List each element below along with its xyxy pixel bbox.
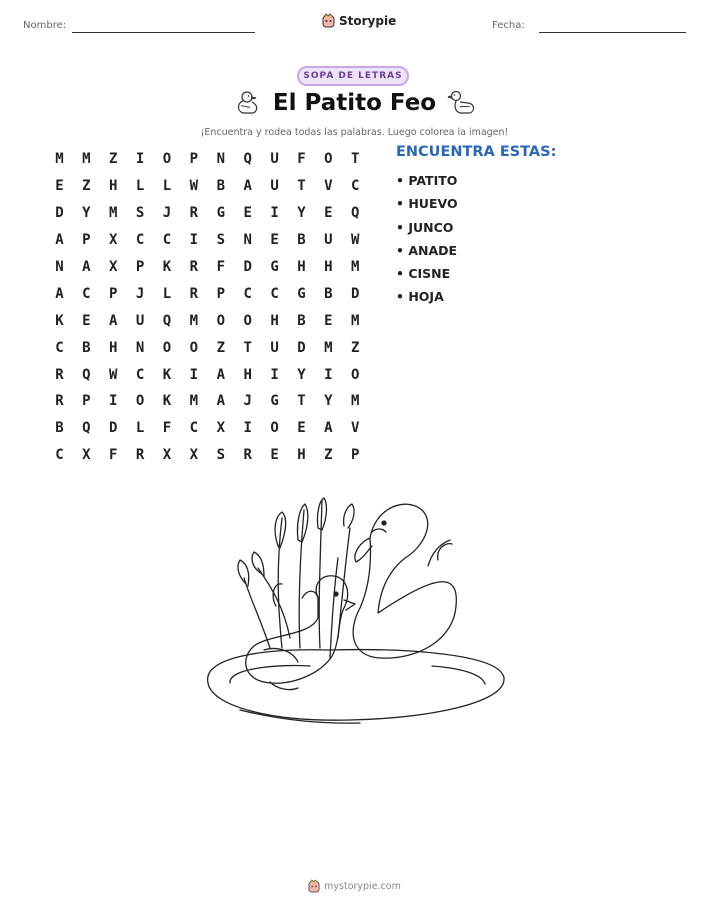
- grid-letter[interactable]: S: [216, 447, 225, 464]
- grid-letter[interactable]: D: [351, 285, 360, 302]
- grid-letter[interactable]: C: [189, 420, 199, 437]
- word-item: • HUEVO: [396, 196, 458, 212]
- grid-letter[interactable]: M: [189, 312, 199, 329]
- grid-letter[interactable]: O: [162, 151, 172, 168]
- grid-letter[interactable]: C: [135, 366, 145, 383]
- grid-letter[interactable]: C: [162, 232, 172, 249]
- grid-letter[interactable]: H: [297, 259, 306, 275]
- grid-letter[interactable]: G: [270, 259, 279, 275]
- word-item: • JUNCO: [396, 219, 454, 235]
- grid-letter[interactable]: D: [297, 339, 306, 356]
- grid-letter[interactable]: R: [189, 205, 199, 222]
- grid-letter[interactable]: I: [270, 205, 279, 222]
- grid-letter[interactable]: M: [109, 205, 118, 222]
- grid-letter[interactable]: R: [189, 259, 199, 275]
- grid-letter[interactable]: Z: [109, 151, 118, 168]
- word-item: • CISNE: [396, 266, 451, 282]
- grid-letter[interactable]: W: [189, 178, 199, 195]
- grid-row: [46, 361, 369, 388]
- grid-row: [46, 442, 369, 469]
- grid-letter[interactable]: T: [297, 393, 306, 410]
- grid-row: [46, 415, 369, 442]
- grid-letter[interactable]: T: [297, 178, 306, 195]
- grid-letter[interactable]: P: [109, 285, 118, 302]
- grid-letter[interactable]: C: [55, 339, 64, 356]
- grid-letter[interactable]: U: [270, 178, 279, 195]
- name-label: Nombre:: [23, 20, 67, 31]
- grid-letter[interactable]: Z: [216, 339, 225, 356]
- grid-letter[interactable]: C: [351, 178, 360, 195]
- grid-letter[interactable]: H: [324, 259, 333, 275]
- grid-letter[interactable]: B: [297, 312, 306, 329]
- grid-letter[interactable]: X: [162, 447, 172, 464]
- grid-letter[interactable]: R: [55, 393, 64, 410]
- date-label: Fecha:: [492, 20, 525, 31]
- grid-letter[interactable]: D: [109, 420, 118, 437]
- grid-row: [46, 254, 369, 281]
- word-search-badge: SOPA DE LETRAS: [297, 66, 409, 86]
- grid-letter[interactable]: N: [135, 339, 145, 356]
- grid-letter[interactable]: L: [135, 420, 145, 437]
- grid-letter[interactable]: M: [189, 393, 199, 410]
- grid-letter[interactable]: B: [216, 178, 225, 195]
- grid-letter[interactable]: Y: [82, 205, 91, 222]
- grid-letter[interactable]: N: [216, 151, 225, 168]
- date-line[interactable]: [539, 32, 686, 33]
- grid-row: [46, 307, 369, 334]
- grid-letter[interactable]: Q: [243, 151, 252, 168]
- word-item: • PATITO: [396, 173, 458, 188]
- grid-letter[interactable]: P: [189, 151, 199, 168]
- grid-letter[interactable]: F: [216, 259, 225, 275]
- grid-letter[interactable]: P: [216, 285, 225, 302]
- storypie-logo-icon: [322, 13, 335, 28]
- grid-letter[interactable]: M: [82, 151, 91, 168]
- grid-letter[interactable]: Q: [82, 420, 91, 437]
- grid-letter[interactable]: I: [135, 151, 145, 168]
- grid-letter[interactable]: K: [55, 312, 64, 329]
- grid-letter[interactable]: A: [216, 393, 225, 410]
- grid-letter[interactable]: W: [109, 366, 118, 383]
- grid-letter[interactable]: C: [270, 285, 279, 302]
- grid-letter[interactable]: M: [351, 393, 360, 410]
- grid-letter[interactable]: U: [324, 232, 333, 249]
- grid-letter[interactable]: O: [216, 312, 225, 329]
- grid-letter[interactable]: H: [243, 366, 252, 383]
- grid-letter[interactable]: Y: [297, 205, 306, 222]
- grid-letter[interactable]: X: [109, 259, 118, 275]
- grid-letter[interactable]: P: [82, 393, 91, 410]
- grid-letter[interactable]: A: [216, 366, 225, 383]
- grid-letter[interactable]: O: [270, 420, 279, 437]
- grid-letter[interactable]: E: [270, 447, 279, 464]
- grid-row: [46, 280, 369, 307]
- grid-letter[interactable]: V: [324, 178, 333, 195]
- grid-letter[interactable]: B: [324, 285, 333, 302]
- grid-letter[interactable]: F: [297, 151, 306, 168]
- word-list: [396, 171, 458, 311]
- grid-letter[interactable]: A: [55, 285, 64, 302]
- grid-letter[interactable]: O: [162, 339, 172, 356]
- grid-letter[interactable]: Z: [324, 447, 333, 464]
- grid-letter[interactable]: I: [189, 366, 199, 383]
- instructions: ¡Encuentra y rodea todas las palabras. Luego colorea la imagen!: [200, 127, 509, 138]
- grid-letter[interactable]: M: [324, 339, 333, 356]
- grid-letter[interactable]: M: [351, 312, 360, 329]
- word-item: • HOJA: [396, 289, 444, 305]
- grid-letter[interactable]: M: [55, 151, 64, 168]
- grid-letter[interactable]: A: [324, 420, 333, 437]
- grid-letter[interactable]: K: [162, 259, 172, 275]
- grid-letter[interactable]: G: [297, 285, 306, 302]
- grid-letter[interactable]: E: [297, 420, 306, 437]
- grid-letter[interactable]: H: [109, 178, 118, 195]
- grid-letter[interactable]: W: [351, 232, 360, 249]
- grid-letter[interactable]: T: [243, 339, 252, 356]
- grid-letter[interactable]: X: [109, 232, 118, 249]
- grid-letter[interactable]: Y: [297, 366, 306, 383]
- grid-letter[interactable]: B: [297, 232, 306, 249]
- grid-letter[interactable]: E: [243, 205, 252, 222]
- name-line[interactable]: [72, 32, 255, 33]
- grid-letter[interactable]: Q: [82, 366, 91, 383]
- grid-letter[interactable]: F: [109, 447, 118, 464]
- footer-url[interactable]: mystorypie.com: [324, 880, 401, 892]
- grid-letter[interactable]: P: [351, 447, 360, 464]
- word-list-title: ENCUENTRA ESTAS:: [396, 144, 557, 160]
- storypie-logo-icon: [308, 879, 320, 893]
- grid-letter[interactable]: L: [162, 285, 172, 302]
- page-title: El Patito Feo: [272, 90, 437, 116]
- grid-row: [46, 388, 369, 415]
- grid-letter[interactable]: C: [243, 285, 252, 302]
- grid-letter[interactable]: C: [135, 232, 145, 249]
- grid-letter[interactable]: X: [82, 447, 91, 464]
- grid-letter[interactable]: P: [82, 232, 91, 249]
- grid-letter[interactable]: H: [297, 447, 306, 464]
- grid-letter[interactable]: N: [243, 232, 252, 249]
- grid-letter[interactable]: D: [55, 205, 64, 222]
- grid-letter[interactable]: Q: [351, 205, 360, 222]
- duckling-icon: [446, 89, 476, 117]
- grid-letter[interactable]: O: [135, 393, 145, 410]
- brand-name: Storypie: [339, 13, 397, 28]
- grid-letter[interactable]: H: [109, 339, 118, 356]
- grid-letter[interactable]: X: [216, 420, 225, 437]
- word-item: • ANADE: [396, 242, 458, 258]
- grid-letter[interactable]: P: [135, 259, 145, 275]
- grid-letter[interactable]: J: [162, 205, 172, 222]
- grid-letter[interactable]: X: [189, 447, 199, 464]
- grid-letter[interactable]: B: [55, 420, 64, 437]
- grid-letter[interactable]: O: [351, 366, 360, 383]
- grid-letter[interactable]: I: [189, 232, 199, 249]
- grid-letter[interactable]: O: [189, 339, 199, 356]
- grid-row: [46, 200, 369, 227]
- grid-letter[interactable]: O: [324, 151, 333, 168]
- grid-letter[interactable]: E: [270, 232, 279, 249]
- grid-row: [46, 334, 369, 361]
- grid-row: [46, 146, 369, 173]
- grid-letter[interactable]: Z: [351, 339, 360, 356]
- grid-letter[interactable]: I: [270, 366, 279, 383]
- grid-letter[interactable]: V: [351, 420, 360, 437]
- letter-grid: [46, 146, 369, 469]
- grid-letter[interactable]: Y: [324, 393, 333, 410]
- grid-letter[interactable]: A: [109, 312, 118, 329]
- grid-letter[interactable]: J: [135, 285, 145, 302]
- grid-row: [46, 227, 369, 254]
- footer: [0, 879, 709, 893]
- brand: [322, 13, 396, 28]
- grid-letter[interactable]: L: [162, 178, 172, 195]
- grid-letter[interactable]: C: [82, 285, 91, 302]
- grid-letter[interactable]: K: [162, 366, 172, 383]
- grid-letter[interactable]: A: [243, 178, 252, 195]
- grid-letter[interactable]: S: [216, 232, 225, 249]
- grid-letter[interactable]: U: [270, 151, 279, 168]
- grid-letter[interactable]: Z: [82, 178, 91, 195]
- grid-letter[interactable]: J: [243, 393, 252, 410]
- grid-letter[interactable]: N: [55, 259, 64, 275]
- grid-row: [46, 173, 369, 200]
- grid-letter[interactable]: A: [82, 259, 91, 275]
- grid-letter[interactable]: B: [82, 339, 91, 356]
- grid-letter[interactable]: G: [216, 205, 225, 222]
- grid-letter[interactable]: C: [55, 447, 64, 464]
- grid-letter[interactable]: E: [55, 178, 64, 195]
- grid-letter[interactable]: I: [324, 366, 333, 383]
- grid-letter[interactable]: E: [324, 205, 333, 222]
- grid-letter[interactable]: G: [270, 393, 279, 410]
- grid-letter[interactable]: H: [270, 312, 279, 329]
- grid-letter[interactable]: D: [243, 259, 252, 275]
- grid-letter[interactable]: S: [135, 205, 145, 222]
- grid-letter[interactable]: I: [109, 393, 118, 410]
- grid-letter[interactable]: U: [135, 312, 145, 329]
- grid-letter[interactable]: Q: [162, 312, 172, 329]
- grid-letter[interactable]: K: [162, 393, 172, 410]
- grid-letter[interactable]: F: [162, 420, 172, 437]
- grid-letter[interactable]: R: [189, 285, 199, 302]
- grid-letter[interactable]: T: [351, 151, 360, 168]
- grid-letter[interactable]: E: [82, 312, 91, 329]
- grid-letter[interactable]: A: [55, 232, 64, 249]
- grid-letter[interactable]: L: [135, 178, 145, 195]
- grid-letter[interactable]: M: [351, 259, 360, 275]
- grid-letter[interactable]: I: [243, 420, 252, 437]
- grid-letter[interactable]: R: [135, 447, 145, 464]
- swan-duckling-coloring-illustration: [200, 488, 510, 748]
- grid-letter[interactable]: R: [243, 447, 252, 464]
- grid-letter[interactable]: R: [55, 366, 64, 383]
- grid-letter[interactable]: O: [243, 312, 252, 329]
- grid-letter[interactable]: E: [324, 312, 333, 329]
- grid-letter[interactable]: U: [270, 339, 279, 356]
